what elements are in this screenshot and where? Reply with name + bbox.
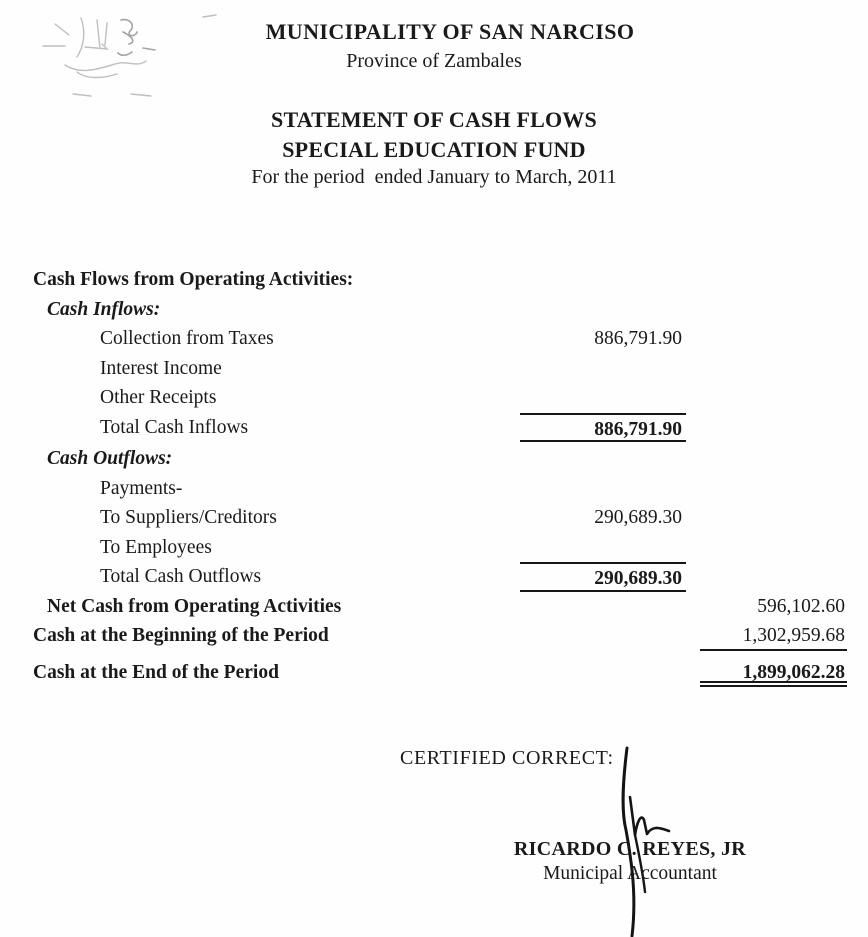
to-suppliers-creditors-amount: 290,689.30 [594, 507, 682, 528]
item-row-to-employees [33, 533, 847, 563]
row-label: Interest Income [100, 357, 222, 379]
summary-row-cash-beginning [33, 621, 847, 651]
net-cash-operating-amount: 596,102.60 [757, 595, 845, 617]
item-row-other-receipts [33, 383, 847, 413]
row-label: Cash at the End of the Period [33, 661, 279, 683]
row-label: To Employees [100, 536, 212, 558]
total-cash-inflows-amount: 886,791.90 [520, 413, 686, 443]
item-row-interest-income [33, 354, 847, 384]
row-label: Net Cash from Operating Activities [47, 595, 342, 617]
total-row-cash-inflows [33, 413, 847, 443]
collection-from-taxes-amount: 886,791.90 [594, 328, 682, 349]
summary-row-cash-end [33, 658, 847, 688]
cash-beginning-amount: 1,302,959.68 [700, 621, 847, 651]
row-label: Total Cash Outflows [100, 566, 262, 587]
signatory-block [460, 837, 800, 885]
row-label: Cash Outflows: [47, 448, 173, 469]
item-row-to-suppliers-creditors [33, 503, 847, 533]
signatory-title: Municipal Accountant [543, 863, 717, 884]
province-name: Province of Zambales [346, 50, 522, 72]
summary-row-net-cash-operating [33, 592, 847, 622]
organization-name: MUNICIPALITY OF SAN NARCISO [265, 19, 635, 44]
item-row-payments [33, 474, 847, 504]
row-label: Cash Inflows: [47, 298, 161, 320]
section-row-operating-activities [33, 265, 847, 295]
subsection-row-cash-inflows [33, 295, 847, 325]
row-label: Total Cash Inflows [100, 416, 249, 438]
fund-title: SPECIAL EDUCATION FUND [282, 137, 586, 162]
certification-label: CERTIFIED CORRECT: [400, 747, 614, 769]
cash-flow-statement [33, 265, 847, 687]
row-label: Payments- [100, 477, 183, 499]
total-cash-outflows-amount: 290,689.30 [520, 562, 686, 592]
subsection-row-cash-outflows [33, 444, 847, 474]
report-period: For the period ended January to March, 2011 [251, 166, 617, 188]
cash-end-amount: 1,899,062.28 [700, 658, 847, 688]
total-row-cash-outflows [33, 562, 847, 592]
row-label: Cash Flows from Operating Activities: [33, 269, 354, 290]
row-label: Collection from Taxes [100, 328, 274, 349]
row-label: To Suppliers/Creditors [100, 507, 277, 528]
item-row-collection-from-taxes [33, 324, 847, 354]
signatory-name: RICARDO C. REYES, JR [513, 838, 747, 860]
row-label: Other Receipts [100, 387, 217, 408]
report-title: STATEMENT OF CASH FLOWS [271, 107, 597, 132]
row-label: Cash at the Beginning of the Period [33, 625, 329, 646]
